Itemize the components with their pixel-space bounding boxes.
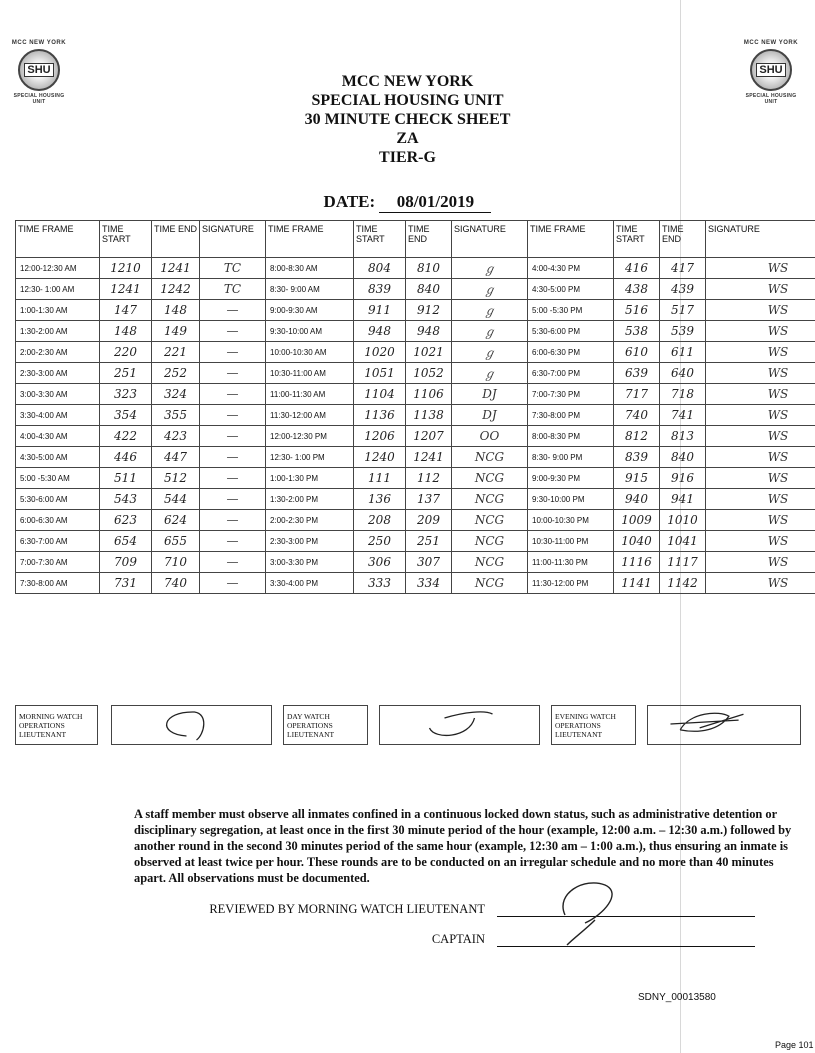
time-start-cell: 323 xyxy=(100,384,152,405)
signature-cell: NCG xyxy=(452,573,528,594)
day-lieutenant-label: DAY WATCH OPERATIONS LIEUTENANT xyxy=(284,706,368,745)
signature-cell: ℊ xyxy=(452,321,528,342)
table-row xyxy=(16,510,815,531)
time-start-cell: 111 xyxy=(354,468,406,489)
time-frame-cell: 5:00 -5:30 PM xyxy=(528,300,614,321)
column-header: SIGNATURE xyxy=(200,221,266,258)
time-frame-cell: 9:30-10:00 PM xyxy=(528,489,614,510)
time-end-cell: 840 xyxy=(406,279,452,300)
time-end-cell: 251 xyxy=(406,531,452,552)
signature-cell: — xyxy=(200,426,266,447)
time-start-cell: 1141 xyxy=(614,573,660,594)
logo-top-text: MCC NEW YORK xyxy=(743,40,799,46)
signature-cell: — xyxy=(200,342,266,363)
time-frame-cell: 12:00-12:30 AM xyxy=(16,258,100,279)
table-row xyxy=(16,321,815,342)
time-start-cell: 147 xyxy=(100,300,152,321)
time-start-cell: 1136 xyxy=(354,405,406,426)
time-end-cell: 624 xyxy=(152,510,200,531)
time-start-cell: 717 xyxy=(614,384,660,405)
time-frame-cell: 7:00-7:30 AM xyxy=(16,552,100,573)
time-start-cell: 148 xyxy=(100,321,152,342)
header-facility: MCC NEW YORK xyxy=(341,73,474,90)
lieutenant-row xyxy=(16,706,801,745)
time-end-cell: 810 xyxy=(406,258,452,279)
signature-cell: ℊ xyxy=(452,342,528,363)
signature-scrawl-icon xyxy=(651,706,797,742)
signature-cell: TC xyxy=(200,258,266,279)
time-frame-cell: 6:00-6:30 PM xyxy=(528,342,614,363)
time-start-cell: 511 xyxy=(100,468,152,489)
time-end-cell: 149 xyxy=(152,321,200,342)
column-header: TIME FRAME xyxy=(266,221,354,258)
time-end-cell: 941 xyxy=(660,489,706,510)
signature-cell: WS xyxy=(706,321,815,342)
signature-cell: WS xyxy=(706,342,815,363)
signature-scrawl-icon xyxy=(115,706,268,742)
evening-lieutenant-label: EVENING WATCH OPERATIONS LIEUTENANT xyxy=(552,706,636,745)
time-frame-cell: 8:00-8:30 AM xyxy=(266,258,354,279)
time-frame-cell: 12:30- 1:00 AM xyxy=(16,279,100,300)
time-end-cell: 840 xyxy=(660,447,706,468)
column-header: TIME END xyxy=(406,221,452,258)
time-start-cell: 1206 xyxy=(354,426,406,447)
time-end-cell: 1241 xyxy=(152,258,200,279)
time-start-cell: 1116 xyxy=(614,552,660,573)
time-start-cell: 333 xyxy=(354,573,406,594)
signature-cell: NCG xyxy=(452,552,528,573)
time-frame-cell: 8:30- 9:00 PM xyxy=(528,447,614,468)
signature-scrawl-icon xyxy=(383,706,536,742)
date-label: DATE: xyxy=(323,192,376,211)
signature-cell: — xyxy=(200,384,266,405)
time-frame-cell: 11:30-12:00 AM xyxy=(266,405,354,426)
signature-cell: NCG xyxy=(452,489,528,510)
time-end-cell: 355 xyxy=(152,405,200,426)
signature-cell: WS xyxy=(706,258,815,279)
time-start-cell: 306 xyxy=(354,552,406,573)
review-signature-icon xyxy=(545,875,655,950)
signature-cell: — xyxy=(200,447,266,468)
signature-cell: — xyxy=(200,552,266,573)
time-frame-cell: 9:00-9:30 PM xyxy=(528,468,614,489)
time-start-cell: 543 xyxy=(100,489,152,510)
time-start-cell: 740 xyxy=(614,405,660,426)
header-sheet-title: 30 MINUTE CHECK SHEET xyxy=(304,111,511,128)
signature-cell: NCG xyxy=(452,468,528,489)
logo-bottom-text: SPECIAL HOUSING UNIT xyxy=(13,93,65,105)
column-header: SIGNATURE xyxy=(452,221,528,258)
table-header-row xyxy=(16,221,815,258)
captain-signature-line xyxy=(497,946,755,947)
time-frame-cell: 6:00-6:30 AM xyxy=(16,510,100,531)
time-end-cell: 1207 xyxy=(406,426,452,447)
time-frame-cell: 3:30-4:00 PM xyxy=(266,573,354,594)
time-start-cell: 422 xyxy=(100,426,152,447)
time-start-cell: 1210 xyxy=(100,258,152,279)
time-start-cell: 610 xyxy=(614,342,660,363)
header-range: ZA xyxy=(396,130,419,147)
time-end-cell: 1242 xyxy=(152,279,200,300)
table-row xyxy=(16,447,815,468)
time-start-cell: 136 xyxy=(354,489,406,510)
time-frame-cell: 12:30- 1:00 PM xyxy=(266,447,354,468)
time-end-cell: 252 xyxy=(152,363,200,384)
time-frame-cell: 8:00-8:30 PM xyxy=(528,426,614,447)
time-frame-cell: 7:30-8:00 AM xyxy=(16,573,100,594)
time-frame-cell: 10:00-10:30 AM xyxy=(266,342,354,363)
time-end-cell: 517 xyxy=(660,300,706,321)
column-header: TIME END xyxy=(660,221,706,258)
time-frame-cell: 4:30-5:00 AM xyxy=(16,447,100,468)
time-end-cell: 640 xyxy=(660,363,706,384)
table-row xyxy=(16,384,815,405)
time-frame-cell: 12:00-12:30 PM xyxy=(266,426,354,447)
time-frame-cell: 11:30-12:00 PM xyxy=(528,573,614,594)
time-frame-cell: 11:00-11:30 AM xyxy=(266,384,354,405)
time-end-cell: 512 xyxy=(152,468,200,489)
time-start-cell: 623 xyxy=(100,510,152,531)
time-end-cell: 710 xyxy=(152,552,200,573)
time-end-cell: 221 xyxy=(152,342,200,363)
signature-cell: — xyxy=(200,300,266,321)
time-frame-cell: 4:00-4:30 AM xyxy=(16,426,100,447)
time-start-cell: 804 xyxy=(354,258,406,279)
check-sheet-table xyxy=(15,220,815,594)
table-row xyxy=(16,468,815,489)
time-end-cell: 539 xyxy=(660,321,706,342)
time-end-cell: 813 xyxy=(660,426,706,447)
time-frame-cell: 1:00-1:30 AM xyxy=(16,300,100,321)
column-header: TIME START xyxy=(354,221,406,258)
time-start-cell: 940 xyxy=(614,489,660,510)
time-end-cell: 544 xyxy=(152,489,200,510)
evening-lieutenant-signature xyxy=(648,706,801,745)
time-start-cell: 250 xyxy=(354,531,406,552)
time-frame-cell: 8:30- 9:00 AM xyxy=(266,279,354,300)
time-frame-cell: 5:00 -5:30 AM xyxy=(16,468,100,489)
time-end-cell: 417 xyxy=(660,258,706,279)
table-row xyxy=(16,279,815,300)
signature-cell: ℊ xyxy=(452,300,528,321)
time-frame-cell: 7:30-8:00 PM xyxy=(528,405,614,426)
signature-cell: NCG xyxy=(452,531,528,552)
table-row xyxy=(16,342,815,363)
time-frame-cell: 1:30-2:00 PM xyxy=(266,489,354,510)
review-captain-label: CAPTAIN xyxy=(431,932,485,946)
time-frame-cell: 4:00-4:30 PM xyxy=(528,258,614,279)
time-start-cell: 915 xyxy=(614,468,660,489)
signature-cell: TC xyxy=(200,279,266,300)
time-end-cell: 740 xyxy=(152,573,200,594)
page-header xyxy=(0,72,815,167)
time-end-cell: 447 xyxy=(152,447,200,468)
signature-cell: WS xyxy=(706,510,815,531)
time-frame-cell: 9:30-10:00 AM xyxy=(266,321,354,342)
time-start-cell: 446 xyxy=(100,447,152,468)
time-end-cell: 423 xyxy=(152,426,200,447)
signature-cell: ℊ xyxy=(452,279,528,300)
time-end-cell: 1021 xyxy=(406,342,452,363)
review-lieutenant-signature-line xyxy=(497,916,755,917)
signature-cell: — xyxy=(200,531,266,552)
signature-cell: WS xyxy=(706,279,815,300)
time-end-cell: 916 xyxy=(660,468,706,489)
time-frame-cell: 10:00-10:30 PM xyxy=(528,510,614,531)
column-header: SIGNATURE xyxy=(706,221,815,258)
column-header: TIME START xyxy=(100,221,152,258)
column-header: TIME FRAME xyxy=(528,221,614,258)
signature-cell: DJ xyxy=(452,384,528,405)
time-start-cell: 911 xyxy=(354,300,406,321)
signature-cell: NCG xyxy=(452,447,528,468)
morning-lieutenant-signature xyxy=(112,706,272,745)
time-end-cell: 718 xyxy=(660,384,706,405)
time-frame-cell: 6:30-7:00 AM xyxy=(16,531,100,552)
time-end-cell: 148 xyxy=(152,300,200,321)
document-id: SDNY_00013580 xyxy=(638,992,716,1003)
time-frame-cell: 10:30-11:00 AM xyxy=(266,363,354,384)
time-start-cell: 1051 xyxy=(354,363,406,384)
table-body xyxy=(16,258,815,594)
policy-notice: A staff member must observe all inmates confined in a continuous locked down status, such as administrative detention or disciplinary segregation, at least once in the first 30 minute period of the hour (example, 12:00 a.m. – 12:30 a.m.) followed by another round in the second 30 minutes period of the same hour (example, 12:30 am – 1:00 a.m.), thus ensuring an inmate is observed at least twice per hour. These rounds are to be conducted on an irregular schedule and no more than 40 minutes apart. All observations must be documented. xyxy=(134,807,792,885)
time-frame-cell: 5:30-6:00 PM xyxy=(528,321,614,342)
time-end-cell: 334 xyxy=(406,573,452,594)
lieutenant-signature-table xyxy=(15,705,801,745)
time-frame-cell: 3:00-3:30 PM xyxy=(266,552,354,573)
time-start-cell: 839 xyxy=(354,279,406,300)
time-end-cell: 611 xyxy=(660,342,706,363)
signature-cell: WS xyxy=(706,531,815,552)
time-end-cell: 209 xyxy=(406,510,452,531)
time-start-cell: 709 xyxy=(100,552,152,573)
logo-top-text: MCC NEW YORK xyxy=(11,40,67,46)
column-header: TIME START xyxy=(614,221,660,258)
header-unit: SPECIAL HOUSING UNIT xyxy=(311,92,504,109)
morning-lieutenant-label: MORNING WATCH OPERATIONS LIEUTENANT xyxy=(16,706,98,745)
time-start-cell: 1240 xyxy=(354,447,406,468)
time-start-cell: 812 xyxy=(614,426,660,447)
time-start-cell: 1104 xyxy=(354,384,406,405)
signature-cell: DJ xyxy=(452,405,528,426)
table-row xyxy=(16,552,815,573)
date-value: 08/01/2019 xyxy=(379,192,491,213)
time-start-cell: 839 xyxy=(614,447,660,468)
time-start-cell: 654 xyxy=(100,531,152,552)
time-frame-cell: 1:00-1:30 PM xyxy=(266,468,354,489)
signature-cell: — xyxy=(200,489,266,510)
time-frame-cell: 5:30-6:00 AM xyxy=(16,489,100,510)
signature-cell: — xyxy=(200,573,266,594)
signature-cell: WS xyxy=(706,405,815,426)
time-end-cell: 741 xyxy=(660,405,706,426)
signature-cell: WS xyxy=(706,363,815,384)
time-start-cell: 639 xyxy=(614,363,660,384)
column-header: TIME FRAME xyxy=(16,221,100,258)
time-frame-cell: 6:30-7:00 PM xyxy=(528,363,614,384)
time-end-cell: 1041 xyxy=(660,531,706,552)
time-frame-cell: 2:00-2:30 PM xyxy=(266,510,354,531)
signature-cell: OO xyxy=(452,426,528,447)
time-start-cell: 1009 xyxy=(614,510,660,531)
signature-cell: WS xyxy=(706,468,815,489)
time-frame-cell: 4:30-5:00 PM xyxy=(528,279,614,300)
signature-cell: WS xyxy=(706,489,815,510)
time-start-cell: 208 xyxy=(354,510,406,531)
time-end-cell: 912 xyxy=(406,300,452,321)
signature-cell: — xyxy=(200,363,266,384)
table-row xyxy=(16,573,815,594)
time-start-cell: 1241 xyxy=(100,279,152,300)
logo-bottom-text: SPECIAL HOUSING UNIT xyxy=(745,93,797,105)
signature-cell: WS xyxy=(706,447,815,468)
time-end-cell: 307 xyxy=(406,552,452,573)
time-frame-cell: 3:30-4:00 AM xyxy=(16,405,100,426)
time-end-cell: 1138 xyxy=(406,405,452,426)
time-end-cell: 1241 xyxy=(406,447,452,468)
signature-cell: — xyxy=(200,468,266,489)
time-start-cell: 1020 xyxy=(354,342,406,363)
time-end-cell: 137 xyxy=(406,489,452,510)
emblem-text: SHU xyxy=(756,63,785,77)
time-frame-cell: 2:30-3:00 PM xyxy=(266,531,354,552)
time-start-cell: 220 xyxy=(100,342,152,363)
signature-cell: ℊ xyxy=(452,258,528,279)
time-start-cell: 354 xyxy=(100,405,152,426)
signature-cell: WS xyxy=(706,384,815,405)
signature-cell: WS xyxy=(706,552,815,573)
signature-cell: — xyxy=(200,321,266,342)
signature-cell: ℊ xyxy=(452,363,528,384)
signature-cell: WS xyxy=(706,426,815,447)
time-start-cell: 538 xyxy=(614,321,660,342)
time-frame-cell: 11:00-11:30 PM xyxy=(528,552,614,573)
page-number: Page 101 xyxy=(775,1040,814,1050)
time-end-cell: 439 xyxy=(660,279,706,300)
time-end-cell: 948 xyxy=(406,321,452,342)
table-row xyxy=(16,405,815,426)
header-tier: TIER-G xyxy=(379,149,436,166)
time-end-cell: 1117 xyxy=(660,552,706,573)
time-frame-cell: 10:30-11:00 PM xyxy=(528,531,614,552)
time-frame-cell: 2:00-2:30 AM xyxy=(16,342,100,363)
time-start-cell: 1040 xyxy=(614,531,660,552)
table-row xyxy=(16,300,815,321)
column-header: TIME END xyxy=(152,221,200,258)
time-end-cell: 324 xyxy=(152,384,200,405)
time-start-cell: 731 xyxy=(100,573,152,594)
time-frame-cell: 7:00-7:30 PM xyxy=(528,384,614,405)
review-lieutenant-label: REVIEWED BY MORNING WATCH LIEUTENANT xyxy=(209,902,485,916)
signature-cell: — xyxy=(200,510,266,531)
signature-cell: NCG xyxy=(452,510,528,531)
table-row xyxy=(16,531,815,552)
time-end-cell: 112 xyxy=(406,468,452,489)
signature-cell: — xyxy=(200,405,266,426)
time-start-cell: 416 xyxy=(614,258,660,279)
time-start-cell: 251 xyxy=(100,363,152,384)
table-row xyxy=(16,489,815,510)
time-end-cell: 1142 xyxy=(660,573,706,594)
time-end-cell: 1052 xyxy=(406,363,452,384)
emblem-text: SHU xyxy=(24,63,53,77)
time-end-cell: 655 xyxy=(152,531,200,552)
time-end-cell: 1010 xyxy=(660,510,706,531)
time-start-cell: 948 xyxy=(354,321,406,342)
time-frame-cell: 3:00-3:30 AM xyxy=(16,384,100,405)
time-start-cell: 438 xyxy=(614,279,660,300)
time-frame-cell: 1:30-2:00 AM xyxy=(16,321,100,342)
time-start-cell: 516 xyxy=(614,300,660,321)
time-frame-cell: 9:00-9:30 AM xyxy=(266,300,354,321)
date-row xyxy=(0,192,815,213)
time-end-cell: 1106 xyxy=(406,384,452,405)
signature-cell: WS xyxy=(706,573,815,594)
table-row xyxy=(16,258,815,279)
signature-cell: WS xyxy=(706,300,815,321)
table-row xyxy=(16,426,815,447)
table-row xyxy=(16,363,815,384)
time-frame-cell: 2:30-3:00 AM xyxy=(16,363,100,384)
day-lieutenant-signature xyxy=(380,706,540,745)
